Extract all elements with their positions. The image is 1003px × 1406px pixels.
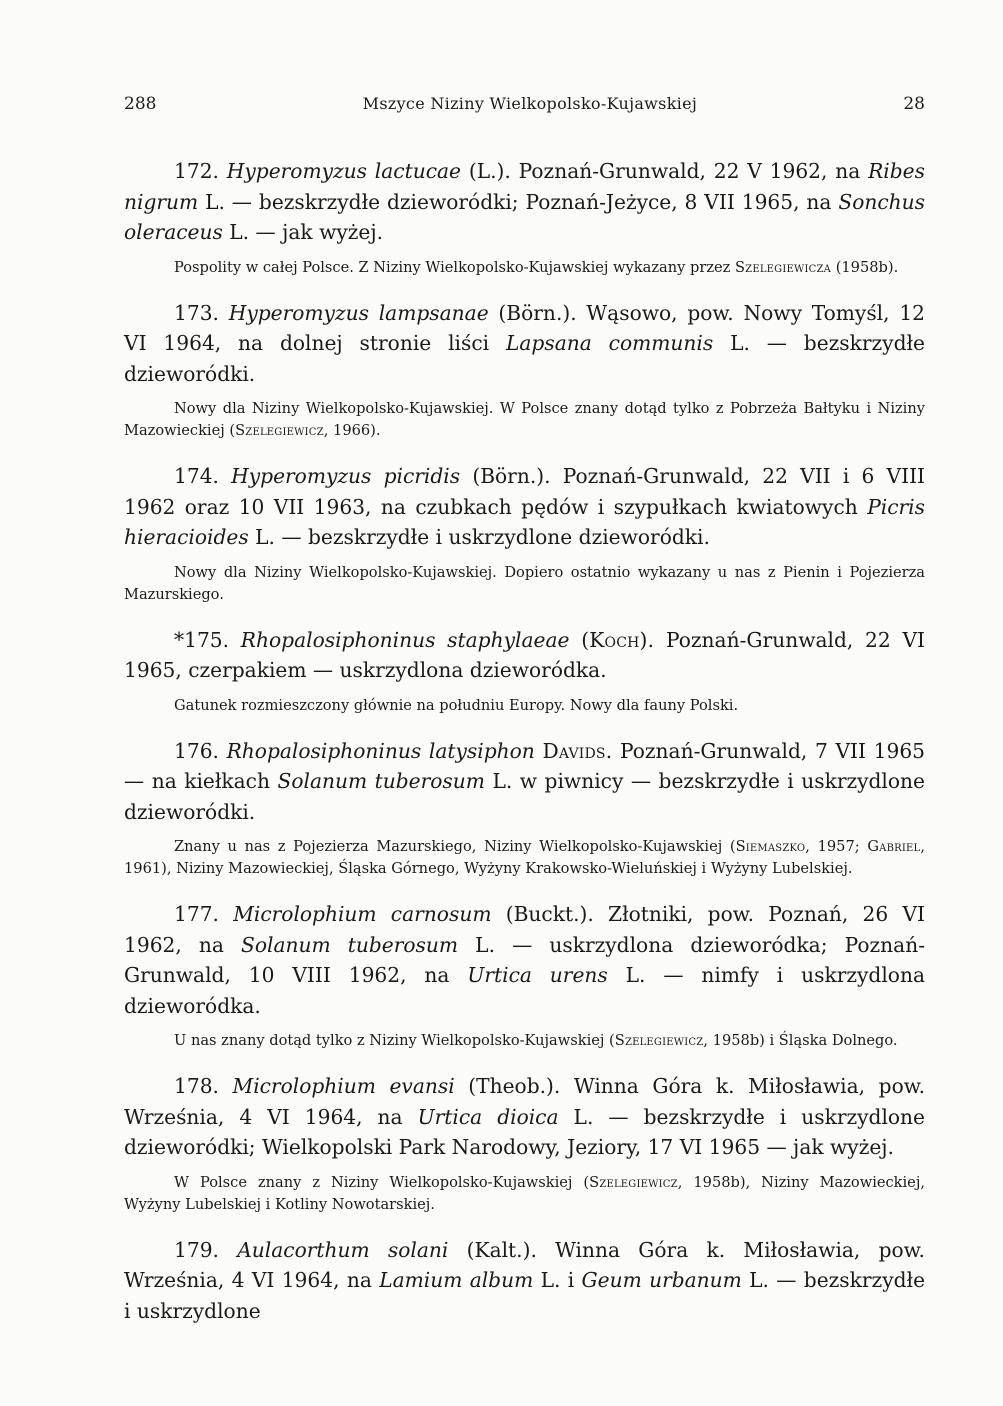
record-text: L. — bezskrzydłe i uskrzydlone <box>124 1268 926 1323</box>
record-text: L. i <box>540 1268 575 1292</box>
note-text: U nas znany dotąd tylko z Niziny Wielkopolsko-Kujawskiej ( <box>174 1032 615 1049</box>
record-text: L. — bezskrzydłe dzieworódki; Poznań-Jeżyce, 8 VII 1965, na <box>205 189 832 214</box>
entry-number: 179. <box>174 1237 219 1262</box>
entry-note <box>124 257 925 279</box>
entry-number: *175. <box>174 627 230 652</box>
entry-note <box>124 1172 925 1216</box>
record-text: Poznań-Grunwald, 7 VII 1965 — na kiełkach <box>124 738 926 793</box>
cited-author: Szelegiewicz <box>589 1173 678 1191</box>
entry-number: 174. <box>174 464 219 488</box>
record-text: Winna Góra k. Miłosławia, pow. Września, 4 VI 1964, na <box>124 1074 926 1129</box>
note-text: W Polsce znany z Niziny Wielkopolsko-Kujawskiej ( <box>174 1173 590 1191</box>
entry-note <box>124 562 925 606</box>
record-text: L. — bezskrzydłe dzieworódki. <box>124 331 925 386</box>
entry-record <box>124 298 925 390</box>
entry-record <box>124 156 925 248</box>
note-text: (1958b). <box>835 258 899 276</box>
issue-number: 28 <box>903 94 925 114</box>
species-name: Aulacorthum solani <box>237 1237 449 1262</box>
entry-176 <box>124 736 925 881</box>
note-text: Nowy dla Niziny Wielkopolsko-Kujawskiej. Dopiero ostatnio wykazany u nas z Pienin i Pojezierza Mazurskiego. <box>124 563 925 603</box>
entry-number: 172. <box>174 159 219 183</box>
entry-number: 177. <box>174 902 219 926</box>
entry-note <box>124 1030 925 1052</box>
cited-author: Siemaszko <box>735 838 806 855</box>
entry-175 <box>124 625 925 717</box>
cited-author: Szelegiewicz <box>235 422 324 439</box>
entry-number: 173. <box>174 300 219 325</box>
record-text: L. — nimfy i uskrzydlona dzieworódka. <box>124 963 925 1018</box>
species-author: (Börn.). <box>472 464 551 488</box>
entry-178 <box>124 1071 925 1216</box>
host-plant: Picris hieracioides <box>124 494 925 549</box>
entry-record <box>124 736 925 828</box>
species-author: Davids. <box>542 738 613 763</box>
entry-177 <box>124 899 925 1052</box>
entry-note <box>124 398 925 442</box>
note-text: Znany u nas z Pojezierza Mazurskiego, Niziny Wielkopolsko-Kujawskiej ( <box>174 838 736 855</box>
record-text: L. — bezskrzydłe i uskrzydlone dzieworódki. <box>255 525 710 549</box>
record-text: L. — bezskrzydłe i uskrzydlone dzieworódki; Wielkopolski Park Narodowy, Jeziory, 17 VI 1965 — jak wyżej. <box>124 1104 926 1159</box>
note-text: , 1957; <box>805 838 860 855</box>
cited-author: Szelegiewicza <box>734 258 832 276</box>
record-text: Poznań-Grunwald, 22 V 1962, na <box>518 159 861 183</box>
note-text: Pospolity w całej Polsce. Z Niziny Wielkopolsko-Kujawskiej wykazany przez <box>174 258 731 276</box>
entry-record <box>124 899 925 1021</box>
record-text: Wąsowo, pow. Nowy Tomyśl, 12 VI 1964, na dolnej stronie liści <box>124 300 926 355</box>
species-author: (Börn.). <box>498 300 577 325</box>
species-author: (Buckt.). <box>505 902 594 926</box>
host-plant: Lamium album <box>379 1268 534 1292</box>
main-text <box>124 156 925 1345</box>
note-text: Nowy dla Niziny Wielkopolsko-Kujawskiej. W Polsce znany dotąd tylko z Pobrzeża Bałtyku i Niziny Mazowieckiej ( <box>124 400 925 439</box>
host-plant: Solanum tuberosum <box>277 769 485 793</box>
entry-number: 178. <box>174 1074 219 1098</box>
entry-record <box>124 1071 925 1163</box>
entry-172 <box>124 156 925 279</box>
species-name: Rhopalosiphoninus latysiphon <box>226 738 535 763</box>
host-plant: Urtica dioica <box>417 1104 559 1129</box>
entry-179 <box>124 1235 925 1327</box>
species-author: (Koch). <box>581 627 655 652</box>
host-plant: Urtica urens <box>467 963 608 987</box>
species-author: (L.). <box>468 159 511 183</box>
entry-number: 176. <box>174 738 219 763</box>
entry-note <box>124 695 925 717</box>
host-plant: Geum urbanum <box>581 1268 742 1292</box>
record-text: L. w piwnicy — bezskrzydłe i uskrzydlone dzieworódki. <box>124 769 925 824</box>
note-text: , 1961), Niziny Mazowieckiej, Śląska Górnego, Wyżyny Krakowsko-Wieluńskiej i Wyżyny Lubelskiej. <box>124 838 926 877</box>
species-name: Hyperomyzus picridis <box>231 464 461 488</box>
cited-author: Szelegiewicz <box>614 1032 704 1049</box>
entry-173 <box>124 298 925 443</box>
species-name: Microlophium carnosum <box>233 902 492 926</box>
entry-174 <box>124 461 925 606</box>
entry-record <box>124 625 925 686</box>
entry-record <box>124 1235 925 1327</box>
record-text: Poznań-Grunwald, 22 VII i 6 VIII 1962 oraz 10 VII 1963, na czubkach pędów i szypułkach kwiatowych <box>124 464 926 519</box>
host-plant: Solanum tuberosum <box>241 932 459 957</box>
note-text: , 1958b), Niziny Mazowieckiej, Wyżyny Lubelskiej i Kotliny Nowotarskiej. <box>124 1173 925 1213</box>
record-text: Złotniki, pow. Poznań, 26 VI 1962, na <box>124 902 926 957</box>
record-text: Poznań-Grunwald, 22 VI 1965, czerpakiem — uskrzydlona dzieworódka. <box>124 627 926 682</box>
species-author: (Kalt.). <box>466 1237 537 1262</box>
running-title: Mszyce Niziny Wielkopolsko-Kujawskiej <box>362 94 698 113</box>
record-text: Winna Góra k. Miłosławia, pow. Września, 4 VI 1964, na <box>124 1237 925 1292</box>
entry-note <box>124 836 925 880</box>
species-name: Rhopalosiphoninus staphylaeae <box>240 627 570 652</box>
note-text: , 1958b) i Śląska Dolnego. <box>703 1032 898 1049</box>
species-name: Hyperomyzus lampsanae <box>228 300 489 325</box>
species-author: (Theob.). <box>468 1074 561 1098</box>
species-name: Hyperomyzus lactucae <box>226 159 462 183</box>
record-text: L. — jak wyżej. <box>229 220 384 244</box>
cited-author: Gabriel <box>867 838 921 855</box>
host-plant: Lapsana communis <box>505 331 714 355</box>
note-text: Gatunek rozmieszczony głównie na południu Europy. Nowy dla fauny Polski. <box>174 696 739 714</box>
host-plant: Sonchus oleraceus <box>124 189 926 244</box>
page-number: 288 <box>124 94 157 114</box>
entry-record <box>124 461 925 553</box>
note-text: , 1966). <box>323 422 381 439</box>
species-name: Microlophium evansi <box>232 1074 455 1098</box>
running-header <box>124 94 925 124</box>
host-plant: Ribes nigrum <box>124 159 925 214</box>
record-text: L. — uskrzydlona dzieworódka; Poznań-Grunwald, 10 VIII 1962, na <box>124 932 926 987</box>
